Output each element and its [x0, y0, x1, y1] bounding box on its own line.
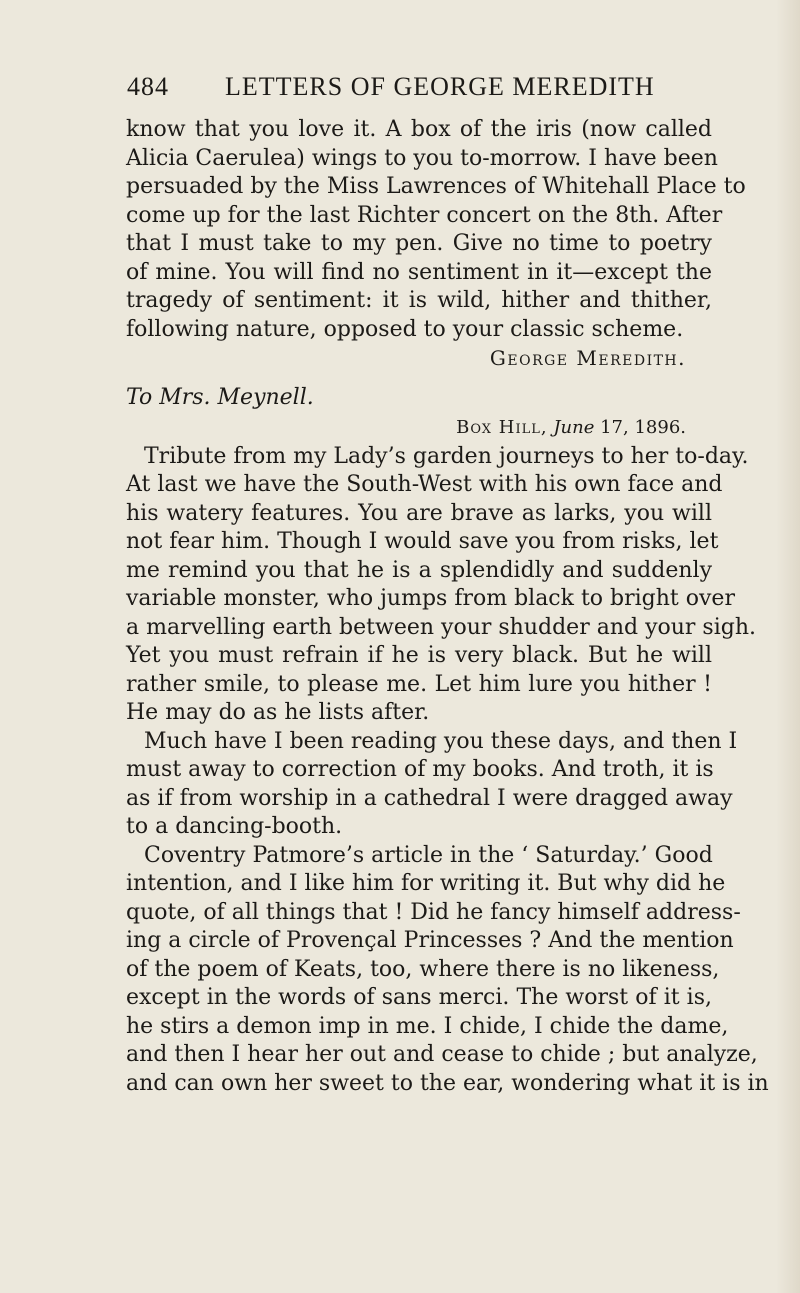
signature: George Meredith. — [489, 346, 686, 370]
paragraph — [126, 842, 769, 1099]
text-line: a marvelling earth between your shudder and your sigh. — [126, 614, 756, 640]
text-line: tragedy of sentiment: it is wild, hither and thither, — [126, 288, 712, 313]
text-line: persuaded by the Miss Lawrences of Whitehall Place to — [126, 174, 746, 199]
text-line: except in the words of sans merci. The worst of it is, — [126, 985, 712, 1010]
text-line: and can own her sweet to the ear, wondering what it is in — [126, 1070, 769, 1096]
text-line: not fear him. Though I would save you from risks, let — [126, 529, 719, 554]
paragraph — [126, 728, 738, 842]
text-line: Coventry Patmore’s article in the ‘ Saturday.’ Good — [144, 842, 713, 868]
text-line: he stirs a demon imp in me. I chide, I chide the dame, — [126, 1013, 729, 1039]
dateline-month: June — [553, 416, 595, 438]
text-line: must away to correction of my books. And troth, it is — [126, 757, 714, 782]
text-line: ing a circle of Provençal Princesses ? And the mention — [126, 928, 734, 953]
page-number: 484 — [127, 72, 169, 101]
text-line: He may do as he lists after. — [126, 700, 430, 725]
text-line: quote, of all things that ! Did he fancy himself address- — [126, 899, 741, 925]
letter-continued — [126, 116, 746, 373]
text-line: his watery features. You are brave as larks, you will — [126, 500, 712, 526]
text-line: intention, and I like him for writing it. But why did he — [126, 871, 726, 896]
text-line: Tribute from my Lady’s garden journeys to her to-day. — [144, 443, 749, 469]
text-line: At last we have the South-West with his own face and — [126, 472, 723, 497]
text-line: that I must take to my pen. Give no time to poetry — [126, 231, 712, 256]
text-line: variable monster, who jumps from black to bright over — [126, 586, 735, 611]
text-line: following nature, opposed to your classic scheme. — [126, 316, 684, 342]
text-line: rather smile, to please me. Let him lure you hither ! — [126, 671, 712, 697]
running-header — [127, 72, 707, 108]
running-title: LETTERS OF GEORGE MEREDITH — [225, 72, 655, 101]
text-line: of the poem of Keats, too, where there is no likeness, — [126, 956, 720, 982]
text-line: know that you love it. A box of the iris (now called — [126, 117, 712, 142]
text-line: Yet you must refrain if he is very black. But he will — [126, 643, 712, 668]
page-edge-shadow — [776, 0, 800, 1293]
text-line: come up for the last Richter concert on the 8th. After — [126, 202, 723, 228]
text-line: me remind you that he is a splendidly and suddenly — [126, 557, 712, 583]
letter-addressee: To Mrs. Meynell. — [126, 384, 314, 410]
dateline-date: 17, 1896. — [600, 416, 686, 438]
text-line: as if from worship in a cathedral I were dragged away — [126, 785, 733, 811]
text-line: of mine. You will find no sentiment in it—except the — [126, 259, 712, 285]
page-body — [126, 116, 769, 1098]
letter-to-mrs-meynell — [126, 383, 769, 1099]
text-line: and then I hear her out and cease to chide ; but analyze, — [126, 1042, 758, 1067]
text-line: to a dancing-booth. — [126, 814, 343, 839]
letter-dateline — [126, 413, 712, 443]
paragraph — [126, 443, 756, 728]
text-line: Alicia Caerulea) wings to you to-morrow. I have been — [126, 145, 718, 171]
dateline-place: Box Hill, — [456, 416, 548, 438]
text-line: Much have I been reading you these days, and then I — [144, 728, 738, 754]
section-gap — [126, 373, 712, 383]
